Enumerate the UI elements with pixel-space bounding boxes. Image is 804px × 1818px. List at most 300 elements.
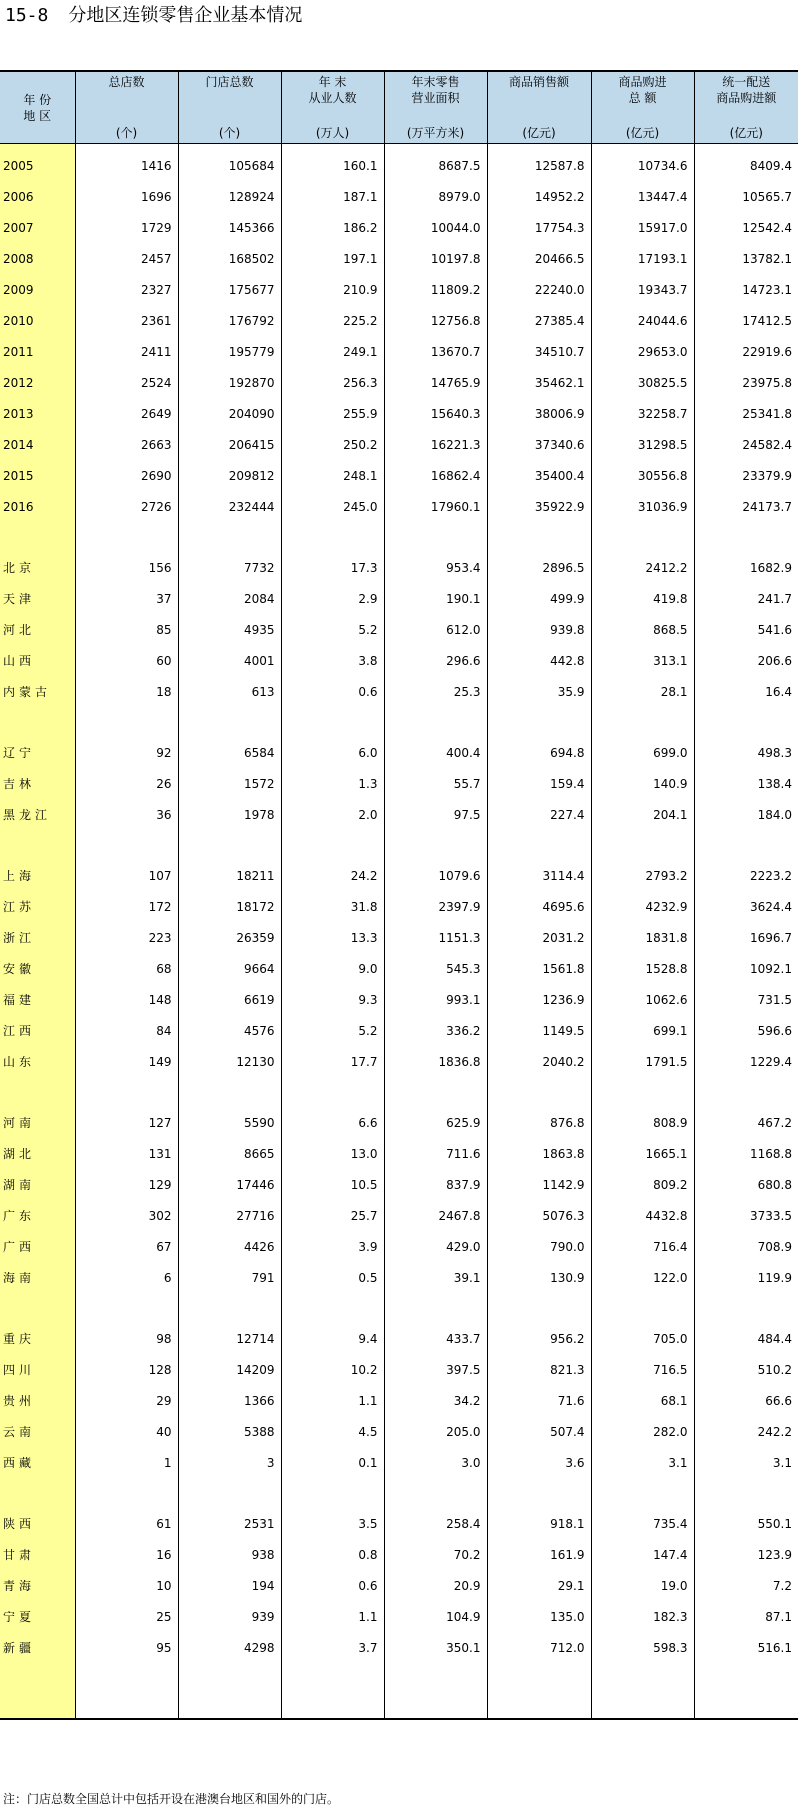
data-cell: 20.9: [384, 1570, 487, 1601]
data-cell: 26359: [178, 922, 281, 953]
table-row: [0, 367, 798, 398]
data-cell: 130.9: [487, 1262, 591, 1293]
data-cell: 10197.8: [384, 243, 487, 274]
data-cell: 14723.1: [694, 274, 798, 305]
data-cell: 258.4: [384, 1508, 487, 1539]
year-label: 2005: [0, 144, 75, 182]
region-label: 广东: [0, 1200, 75, 1231]
data-cell: 15917.0: [591, 212, 694, 243]
data-cell: 4935: [178, 614, 281, 645]
header-label-line: 商品销售额: [508, 75, 569, 89]
data-cell: 123.9: [694, 1539, 798, 1570]
year-label: 2013: [0, 398, 75, 429]
data-cell: 612.0: [384, 614, 487, 645]
data-cell: 16: [75, 1539, 178, 1570]
data-cell: 809.2: [591, 1169, 694, 1200]
data-cell: 6.6: [281, 1107, 384, 1138]
header-label-line: 年末零售: [411, 75, 460, 89]
data-cell: 9.3: [281, 984, 384, 1015]
data-cell: 1572: [178, 768, 281, 799]
data-cell: 1142.9: [487, 1169, 591, 1200]
header-label-line: 商品购进: [618, 75, 667, 89]
data-cell: 296.6: [384, 645, 487, 676]
data-cell: 70.2: [384, 1539, 487, 1570]
data-cell: 10044.0: [384, 212, 487, 243]
table-header: [0, 71, 798, 144]
data-cell: 516.1: [694, 1632, 798, 1663]
data-cell: 2.0: [281, 799, 384, 830]
data-cell: 1149.5: [487, 1015, 591, 1046]
group-spacer: [0, 830, 798, 860]
table-number: 15-8: [5, 5, 49, 26]
region-label: 广西: [0, 1231, 75, 1262]
data-cell: 168502: [178, 243, 281, 274]
data-cell: 28.1: [591, 676, 694, 707]
region-label: 内蒙古: [0, 676, 75, 707]
data-cell: 2397.9: [384, 891, 487, 922]
data-cell: 2524: [75, 367, 178, 398]
data-cell: 35.9: [487, 676, 591, 707]
data-cell: 6: [75, 1262, 178, 1293]
data-cell: 1682.9: [694, 552, 798, 583]
data-cell: 30825.5: [591, 367, 694, 398]
region-label: 安徽: [0, 953, 75, 984]
data-cell: 3.5: [281, 1508, 384, 1539]
group-spacer: [0, 1077, 798, 1107]
data-cell: 3.6: [487, 1447, 591, 1478]
data-cell: 55.7: [384, 768, 487, 799]
table-row: [0, 274, 798, 305]
data-cell: 1079.6: [384, 860, 487, 891]
data-cell: 13.3: [281, 922, 384, 953]
data-cell: 2690: [75, 460, 178, 491]
data-cell: 245.0: [281, 491, 384, 522]
table-row: [0, 676, 798, 707]
data-cell: 0.6: [281, 676, 384, 707]
header-unit: (亿元): [729, 126, 763, 140]
data-cell: 419.8: [591, 583, 694, 614]
table-row: [0, 984, 798, 1015]
data-cell: 138.4: [694, 768, 798, 799]
data-cell: 1151.3: [384, 922, 487, 953]
region-label: 江苏: [0, 891, 75, 922]
header-column: [487, 71, 591, 144]
table-row: [0, 1200, 798, 1231]
data-cell: 3.8: [281, 645, 384, 676]
data-cell: 598.3: [591, 1632, 694, 1663]
data-cell: 104.9: [384, 1601, 487, 1632]
table-row: [0, 243, 798, 274]
data-cell: 190.1: [384, 583, 487, 614]
table-row: [0, 891, 798, 922]
data-cell: 2084: [178, 583, 281, 614]
data-cell: 182.3: [591, 1601, 694, 1632]
data-cell: 1978: [178, 799, 281, 830]
data-cell: 8665: [178, 1138, 281, 1169]
header-label-line: 营业面积: [411, 91, 460, 105]
data-cell: 545.3: [384, 953, 487, 984]
table-row: [0, 768, 798, 799]
data-cell: 98: [75, 1323, 178, 1354]
data-cell: 5.2: [281, 1015, 384, 1046]
data-cell: 5388: [178, 1416, 281, 1447]
table-row: [0, 398, 798, 429]
header-unit: (个): [115, 126, 138, 140]
data-cell: 35462.1: [487, 367, 591, 398]
table-row: [0, 1539, 798, 1570]
table-row: [0, 336, 798, 367]
data-cell: 1831.8: [591, 922, 694, 953]
data-cell: 13447.4: [591, 181, 694, 212]
table-row: [0, 1169, 798, 1200]
data-cell: 22240.0: [487, 274, 591, 305]
data-cell: 956.2: [487, 1323, 591, 1354]
data-cell: 18172: [178, 891, 281, 922]
data-cell: 127: [75, 1107, 178, 1138]
data-cell: 128924: [178, 181, 281, 212]
header-column: [178, 71, 281, 144]
data-cell: 175677: [178, 274, 281, 305]
data-cell: 1696: [75, 181, 178, 212]
data-cell: 2457: [75, 243, 178, 274]
data-cell: 256.3: [281, 367, 384, 398]
page-title: [5, 4, 302, 28]
data-cell: 84: [75, 1015, 178, 1046]
data-cell: 195779: [178, 336, 281, 367]
data-cell: 484.4: [694, 1323, 798, 1354]
data-cell: 67: [75, 1231, 178, 1262]
table-row: [0, 1046, 798, 1077]
data-cell: 156: [75, 552, 178, 583]
data-cell: 3.9: [281, 1231, 384, 1262]
data-cell: 16221.3: [384, 429, 487, 460]
data-cell: 4576: [178, 1015, 281, 1046]
header-column: [281, 71, 384, 144]
table-row: [0, 614, 798, 645]
group-spacer: [0, 1478, 798, 1508]
data-cell: 1863.8: [487, 1138, 591, 1169]
table-row: [0, 1601, 798, 1632]
data-cell: 1.3: [281, 768, 384, 799]
data-cell: 16862.4: [384, 460, 487, 491]
header-region: [0, 71, 75, 144]
data-cell: 8979.0: [384, 181, 487, 212]
data-cell: 16.4: [694, 676, 798, 707]
data-cell: 10565.7: [694, 181, 798, 212]
region-label: 辽宁: [0, 737, 75, 768]
header-unit: (个): [218, 126, 241, 140]
data-cell: 302: [75, 1200, 178, 1231]
data-cell: 19343.7: [591, 274, 694, 305]
data-cell: 85: [75, 614, 178, 645]
data-cell: 2663: [75, 429, 178, 460]
table-row: [0, 1323, 798, 1354]
data-cell: 731.5: [694, 984, 798, 1015]
data-cell: 2531: [178, 1508, 281, 1539]
region-label: 西藏: [0, 1447, 75, 1478]
data-cell: 147.4: [591, 1539, 694, 1570]
data-cell: 148: [75, 984, 178, 1015]
data-cell: 918.1: [487, 1508, 591, 1539]
data-cell: 699.1: [591, 1015, 694, 1046]
data-cell: 2411: [75, 336, 178, 367]
table-row: [0, 1632, 798, 1663]
data-cell: 313.1: [591, 645, 694, 676]
data-cell: 2726: [75, 491, 178, 522]
data-cell: 282.0: [591, 1416, 694, 1447]
data-cell: 2467.8: [384, 1200, 487, 1231]
data-cell: 12714: [178, 1323, 281, 1354]
data-cell: 140.9: [591, 768, 694, 799]
data-cell: 34.2: [384, 1385, 487, 1416]
data-cell: 31298.5: [591, 429, 694, 460]
data-cell: 1836.8: [384, 1046, 487, 1077]
data-cell: 467.2: [694, 1107, 798, 1138]
data-cell: 429.0: [384, 1231, 487, 1262]
year-label: 2015: [0, 460, 75, 491]
region-label: 福建: [0, 984, 75, 1015]
table-body: [0, 144, 798, 1720]
data-cell: 17412.5: [694, 305, 798, 336]
data-cell: 205.0: [384, 1416, 487, 1447]
data-cell: 122.0: [591, 1262, 694, 1293]
table-row: [0, 1231, 798, 1262]
table-row: [0, 491, 798, 522]
data-cell: 0.5: [281, 1262, 384, 1293]
data-cell: 3114.4: [487, 860, 591, 891]
data-cell: 3: [178, 1447, 281, 1478]
header-region-line: 地 区: [23, 108, 52, 123]
data-cell: 6619: [178, 984, 281, 1015]
header-unit: (万平方米): [406, 126, 465, 140]
data-cell: 708.9: [694, 1231, 798, 1262]
data-cell: 107: [75, 860, 178, 891]
year-label: 2012: [0, 367, 75, 398]
table-row: [0, 737, 798, 768]
data-cell: 2412.2: [591, 552, 694, 583]
table-row: [0, 799, 798, 830]
data-cell: 61: [75, 1508, 178, 1539]
data-cell: 184.0: [694, 799, 798, 830]
year-label: 2010: [0, 305, 75, 336]
data-cell: 3.1: [591, 1447, 694, 1478]
data-cell: 35400.4: [487, 460, 591, 491]
header-label-line: 年 末: [318, 75, 347, 89]
table-row: [0, 1570, 798, 1601]
data-cell: 10.5: [281, 1169, 384, 1200]
data-cell: 5.2: [281, 614, 384, 645]
table-row: [0, 1447, 798, 1478]
data-cell: 159.4: [487, 768, 591, 799]
table-row: [0, 181, 798, 212]
data-cell: 541.6: [694, 614, 798, 645]
data-cell: 10734.6: [591, 144, 694, 182]
data-cell: 223: [75, 922, 178, 953]
data-cell: 2223.2: [694, 860, 798, 891]
data-cell: 790.0: [487, 1231, 591, 1262]
data-cell: 131: [75, 1138, 178, 1169]
data-cell: 938: [178, 1539, 281, 1570]
data-cell: 17960.1: [384, 491, 487, 522]
data-cell: 176792: [178, 305, 281, 336]
data-cell: 5076.3: [487, 1200, 591, 1231]
data-cell: 232444: [178, 491, 281, 522]
data-cell: 735.4: [591, 1508, 694, 1539]
data-cell: 60: [75, 645, 178, 676]
data-cell: 550.1: [694, 1508, 798, 1539]
year-label: 2009: [0, 274, 75, 305]
data-cell: 939: [178, 1601, 281, 1632]
data-cell: 187.1: [281, 181, 384, 212]
data-cell: 993.1: [384, 984, 487, 1015]
table-row: [0, 305, 798, 336]
data-cell: 3624.4: [694, 891, 798, 922]
footnote: 注：门店总数全国总计中包括开设在港澳台地区和国外的门店。: [3, 1792, 340, 1806]
data-cell: 248.1: [281, 460, 384, 491]
data-cell: 18: [75, 676, 178, 707]
data-cell: 13670.7: [384, 336, 487, 367]
data-cell: 255.9: [281, 398, 384, 429]
table-row: [0, 1385, 798, 1416]
data-cell: 699.0: [591, 737, 694, 768]
data-cell: 4232.9: [591, 891, 694, 922]
data-cell: 32258.7: [591, 398, 694, 429]
data-cell: 39.1: [384, 1262, 487, 1293]
table-row: [0, 1262, 798, 1293]
data-cell: 68.1: [591, 1385, 694, 1416]
data-cell: 25: [75, 1601, 178, 1632]
data-cell: 206415: [178, 429, 281, 460]
data-cell: 23975.8: [694, 367, 798, 398]
data-cell: 25.7: [281, 1200, 384, 1231]
data-cell: 791: [178, 1262, 281, 1293]
data-cell: 12130: [178, 1046, 281, 1077]
data-cell: 10.2: [281, 1354, 384, 1385]
data-cell: 17446: [178, 1169, 281, 1200]
data-cell: 23379.9: [694, 460, 798, 491]
table-row: [0, 953, 798, 984]
data-cell: 66.6: [694, 1385, 798, 1416]
data-cell: 6.0: [281, 737, 384, 768]
data-cell: 210.9: [281, 274, 384, 305]
data-cell: 7.2: [694, 1570, 798, 1601]
data-cell: 3733.5: [694, 1200, 798, 1231]
region-label: 陕西: [0, 1508, 75, 1539]
data-cell: 242.2: [694, 1416, 798, 1447]
data-cell: 19.0: [591, 1570, 694, 1601]
data-cell: 442.8: [487, 645, 591, 676]
data-cell: 10: [75, 1570, 178, 1601]
data-cell: 1062.6: [591, 984, 694, 1015]
data-cell: 30556.8: [591, 460, 694, 491]
data-cell: 4432.8: [591, 1200, 694, 1231]
region-label: 黑龙江: [0, 799, 75, 830]
data-cell: 821.3: [487, 1354, 591, 1385]
data-cell: 26: [75, 768, 178, 799]
table-row: [0, 1015, 798, 1046]
data-cell: 15640.3: [384, 398, 487, 429]
data-cell: 36: [75, 799, 178, 830]
data-cell: 161.9: [487, 1539, 591, 1570]
data-cell: 97.5: [384, 799, 487, 830]
data-cell: 350.1: [384, 1632, 487, 1663]
data-cell: 250.2: [281, 429, 384, 460]
region-label: 河北: [0, 614, 75, 645]
data-cell: 808.9: [591, 1107, 694, 1138]
data-cell: 206.6: [694, 645, 798, 676]
data-cell: 8687.5: [384, 144, 487, 182]
data-cell: 24173.7: [694, 491, 798, 522]
data-cell: 1092.1: [694, 953, 798, 984]
region-label: 北京: [0, 552, 75, 583]
data-cell: 14765.9: [384, 367, 487, 398]
data-cell: 24.2: [281, 860, 384, 891]
header-label-line: 门店总数: [205, 75, 254, 89]
year-label: 2006: [0, 181, 75, 212]
data-cell: 13782.1: [694, 243, 798, 274]
data-cell: 2649: [75, 398, 178, 429]
region-label: 山东: [0, 1046, 75, 1077]
data-cell: 613: [178, 676, 281, 707]
data-cell: 6584: [178, 737, 281, 768]
data-cell: 498.3: [694, 737, 798, 768]
table-row: [0, 1354, 798, 1385]
data-cell: 11809.2: [384, 274, 487, 305]
data-cell: 1729: [75, 212, 178, 243]
data-cell: 433.7: [384, 1323, 487, 1354]
data-cell: 192870: [178, 367, 281, 398]
data-cell: 716.5: [591, 1354, 694, 1385]
data-cell: 29: [75, 1385, 178, 1416]
data-cell: 135.0: [487, 1601, 591, 1632]
data-cell: 186.2: [281, 212, 384, 243]
data-cell: 837.9: [384, 1169, 487, 1200]
header-column: [384, 71, 487, 144]
data-cell: 12756.8: [384, 305, 487, 336]
data-cell: 712.0: [487, 1632, 591, 1663]
table-tail: [0, 1663, 798, 1719]
data-cell: 3.1: [694, 1447, 798, 1478]
data-cell: 2040.2: [487, 1046, 591, 1077]
data-cell: 12542.4: [694, 212, 798, 243]
data-cell: 14952.2: [487, 181, 591, 212]
data-cell: 4.5: [281, 1416, 384, 1447]
data-cell: 241.7: [694, 583, 798, 614]
data-cell: 499.9: [487, 583, 591, 614]
data-cell: 29653.0: [591, 336, 694, 367]
data-cell: 4695.6: [487, 891, 591, 922]
table-row: [0, 212, 798, 243]
year-label: 2014: [0, 429, 75, 460]
data-cell: 2327: [75, 274, 178, 305]
data-cell: 400.4: [384, 737, 487, 768]
data-cell: 13.0: [281, 1138, 384, 1169]
data-cell: 1.1: [281, 1385, 384, 1416]
data-cell: 25341.8: [694, 398, 798, 429]
data-cell: 4426: [178, 1231, 281, 1262]
data-cell: 40: [75, 1416, 178, 1447]
data-cell: 35922.9: [487, 491, 591, 522]
data-cell: 1366: [178, 1385, 281, 1416]
group-spacer: [0, 1293, 798, 1323]
data-cell: 7732: [178, 552, 281, 583]
data-cell: 716.4: [591, 1231, 694, 1262]
data-cell: 680.8: [694, 1169, 798, 1200]
data-cell: 1236.9: [487, 984, 591, 1015]
header-label-line: 商品购进额: [716, 91, 777, 105]
data-cell: 1528.8: [591, 953, 694, 984]
data-cell: 939.8: [487, 614, 591, 645]
